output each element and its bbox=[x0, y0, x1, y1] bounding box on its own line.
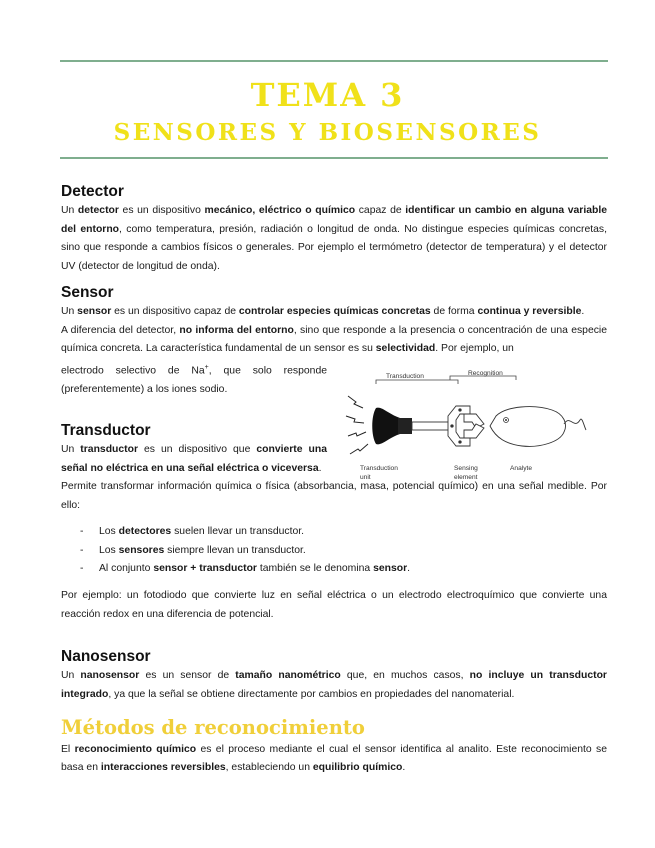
transductor-paragraph-2: Permite transformar información química o física (absorbancia, masa, potencial químico) en una señal medible. Por ello: bbox=[61, 481, 607, 511]
list-item: - Los detectores suelen llevar un transductor. bbox=[80, 526, 305, 538]
sensor-paragraph-2: A diferencia del detector, no informa del entorno, sino que responde a la presencia o concentración de una especie química concreta. La característica fundamental de un sensor es su selectividad. Por ejemplo, un bbox=[61, 324, 608, 355]
transductor-paragraph-1: Un transductor es un dispositivo que convierte una señal no eléctrica en una señal eléctrica o viceversa. bbox=[61, 444, 328, 474]
sensor-heading: Sensor bbox=[61, 284, 114, 301]
nanosensor-heading: Nanosensor bbox=[61, 648, 151, 665]
label-analyte: Analyte bbox=[510, 465, 532, 472]
page-title: TEMA 3 bbox=[250, 76, 405, 114]
signal-arrows-icon bbox=[346, 396, 368, 454]
sensing-element-icon bbox=[448, 406, 484, 446]
sensor-paragraph-3: electrodo selectivo de Na+, que solo responde (preferentemente) a los iones sodio. bbox=[61, 363, 327, 395]
metodos-heading: Métodos de reconocimiento bbox=[61, 716, 365, 739]
list-item: - Al conjunto sensor + transductor también se le denomina sensor. bbox=[80, 562, 411, 574]
transductor-heading: Transductor bbox=[61, 422, 151, 439]
sensor-diagram bbox=[338, 370, 590, 488]
transductor-list bbox=[61, 523, 607, 578]
label-transduction-unit-2: unit bbox=[360, 474, 371, 481]
detector-paragraph: Un detector es un dispositivo mecánico, eléctrico o químico capaz de identificar un cambio en alguna variable del entorno, como temperatura, presión, radiación o longitud de onda. No distingue especies químicas concretas, sino que responde a cambios físicos o generales. Por ejemplo el termómetro (detector de temperatura) y el detector UV (detector de longitud de onda). bbox=[61, 205, 608, 272]
metodos-paragraph: El reconocimiento químico es el proceso mediante el cual el sensor identifica al analito. Este reconocimiento se basa en interacciones reversibles, estableciendo un equilibrio químico. bbox=[61, 743, 607, 774]
transducer-icon bbox=[372, 408, 452, 445]
nanosensor-section bbox=[61, 647, 607, 704]
nanosensor-paragraph: Un nanosensor es un sensor de tamaño nanométrico que, en muchos casos, no incluye un transductor integrado, ya que la señal se obtiene directamente por cambios en propiedades del nanomaterial. bbox=[61, 670, 607, 700]
analyte-icon bbox=[490, 407, 586, 447]
label-transduction-unit-1: Transduction bbox=[360, 465, 398, 472]
list-item: - Los sensores siempre llevan un transductor. bbox=[80, 544, 306, 556]
bottom-rule bbox=[60, 157, 608, 159]
detector-section bbox=[61, 182, 607, 276]
detector-heading: Detector bbox=[61, 183, 124, 200]
label-transduction: Transduction bbox=[386, 373, 424, 380]
transduction-bracket bbox=[376, 380, 458, 384]
page-subtitle: SENSORES Y BIOSENSORES bbox=[113, 119, 542, 146]
label-recognition: Recognition bbox=[468, 370, 503, 377]
label-sensing-element-1: Sensing bbox=[454, 465, 478, 472]
label-sensing-element-2: element bbox=[454, 474, 478, 481]
transductor-paragraph-3: Por ejemplo: un fotodiodo que convierte luz en señal eléctrica o un electrodo electroquímico que convierte una reacción redox en una diferencia de potencial. bbox=[61, 589, 607, 620]
metodos-section bbox=[61, 716, 607, 778]
sensor-paragraph-1: Un sensor es un dispositivo capaz de controlar especies químicas concretas de forma continua y reversible. bbox=[61, 306, 585, 317]
top-rule bbox=[60, 60, 608, 62]
